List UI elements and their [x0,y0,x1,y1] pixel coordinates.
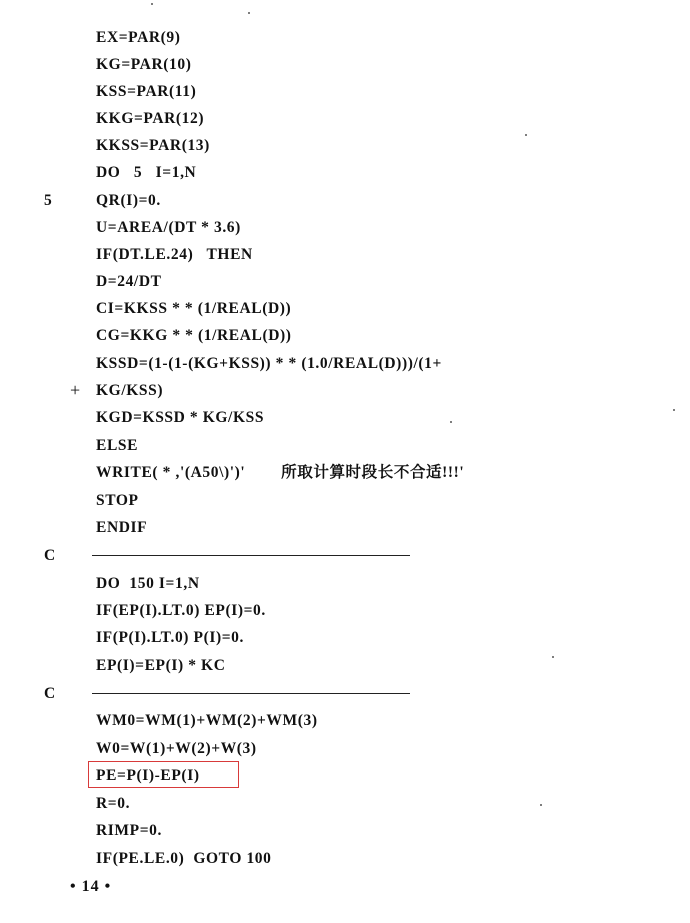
code-line [0,109,690,136]
scan-speck [450,421,452,423]
continuation-mark: + [70,380,81,400]
code-line [0,299,690,326]
code-text: KSSD=(1-(1-(KG+KSS)) * * (1.0/REAL(D)))/(1+ [96,355,442,372]
code-line [0,436,690,463]
code-line [0,326,690,353]
code-text: ELSE [96,437,139,454]
code-line [0,849,690,876]
comment-line [0,684,690,711]
code-text: KKSS=PAR(13) [96,137,210,154]
scan-speck [525,134,527,136]
scan-speck [540,804,542,806]
code-line [0,491,690,518]
code-text: EP(I)=EP(I) * KC [96,657,226,674]
separator-rule [92,693,410,694]
code-text: WM0=WM(1)+WM(2)+WM(3) [96,712,318,729]
code-line [0,794,690,821]
code-line [0,28,690,55]
code-text: PE=P(I)-EP(I) [96,767,200,784]
code-line [0,82,690,109]
code-text: DO 5 I=1,N [96,164,197,181]
code-line [0,272,690,299]
code-text: U=AREA/(DT * 3.6) [96,219,241,236]
scan-speck [248,12,250,14]
code-text: KG/KSS) [96,382,164,399]
code-line [0,463,690,490]
scan-speck [673,409,675,411]
code-text: QR(I)=0. [96,192,161,209]
code-text: KKG=PAR(12) [96,110,205,127]
code-text: IF(EP(I).LT.0) EP(I)=0. [96,602,266,619]
code-line [0,55,690,82]
page-number: • 14 • [70,878,112,895]
code-line [0,163,690,190]
comment-marker: C [44,685,56,702]
code-line [0,574,690,601]
code-text: WRITE( * ,'(A50\)')' 所取计算时段长不合适!!!' [96,464,465,481]
code-text: KG=PAR(10) [96,56,192,73]
code-text: KSS=PAR(11) [96,83,197,100]
code-line [0,656,690,683]
highlight-box [88,761,239,788]
code-text: IF(PE.LE.0) GOTO 100 [96,850,272,867]
code-text: CI=KKSS * * (1/REAL(D)) [96,300,292,317]
code-line [0,381,690,408]
scan-speck [552,656,554,658]
code-text: EX=PAR(9) [96,29,181,46]
code-text: D=24/DT [96,273,162,290]
code-line [0,408,690,435]
separator-rule [92,555,410,556]
code-text: RIMP=0. [96,822,162,839]
code-line [0,191,690,218]
code-text: ENDIF [96,519,148,536]
code-line [0,518,690,545]
comment-marker: C [44,547,56,564]
code-text: IF(DT.LE.24) THEN [96,246,253,263]
code-text: R=0. [96,795,131,812]
code-text: W0=W(1)+W(2)+W(3) [96,740,257,757]
code-line [0,711,690,738]
statement-label: 5 [44,192,52,209]
comment-line [0,546,690,573]
code-line [0,601,690,628]
code-line [0,218,690,245]
code-line [0,136,690,163]
code-line [0,628,690,655]
code-text: KGD=KSSD * KG/KSS [96,409,265,426]
code-text: STOP [96,492,139,509]
code-text: CG=KKG * * (1/REAL(D)) [96,327,292,344]
code-text: IF(P(I).LT.0) P(I)=0. [96,629,245,646]
code-line [0,354,690,381]
scan-speck [151,3,153,5]
code-text: DO 150 I=1,N [96,575,200,592]
code-line [0,245,690,272]
code-line [0,821,690,848]
